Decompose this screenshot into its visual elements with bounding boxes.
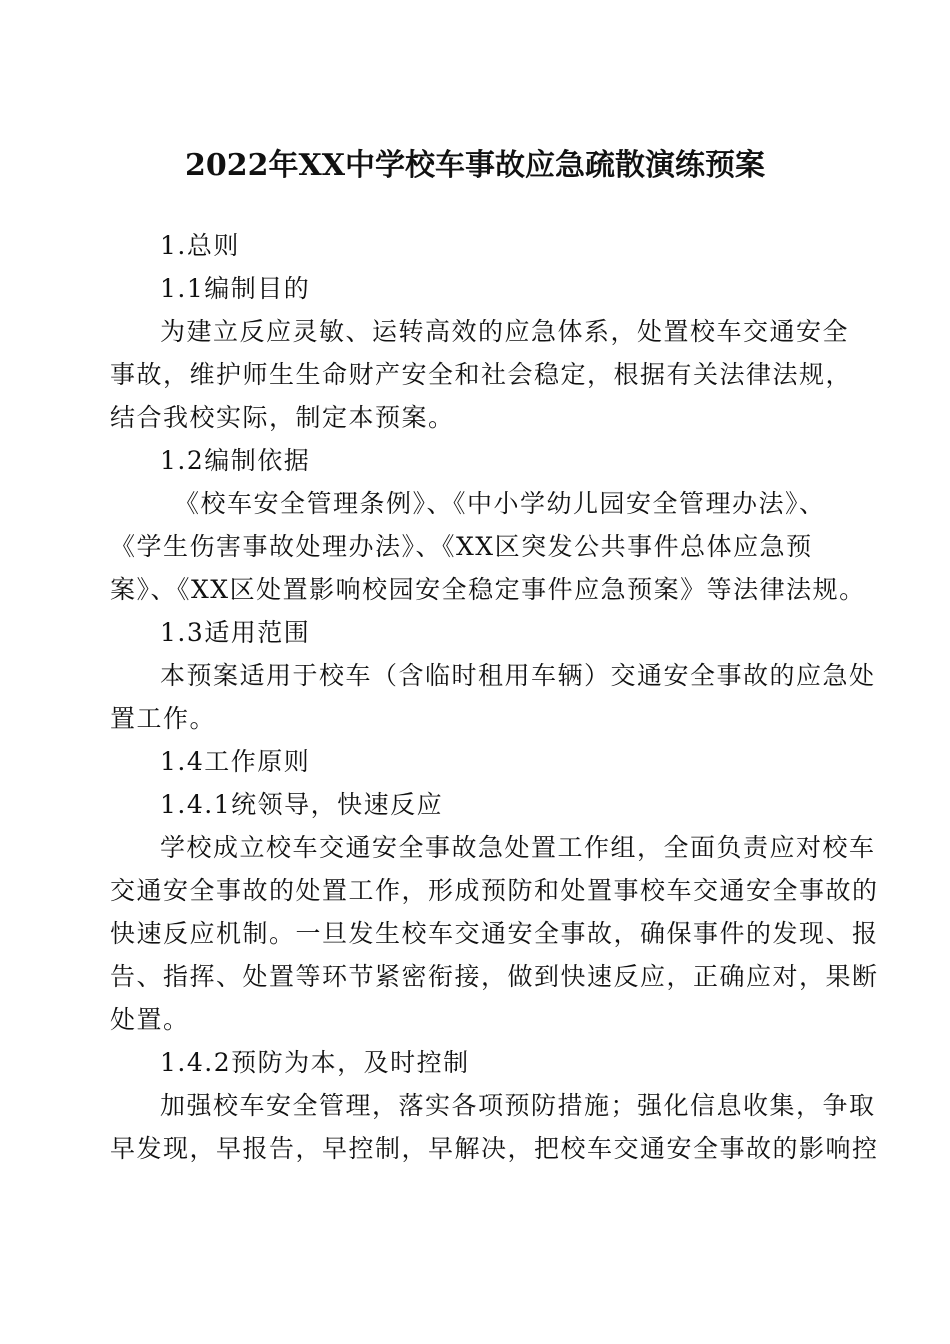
paragraph-line: 《校车安全管理条例》、《中小学幼儿园安全管理办法》、 [174, 489, 826, 518]
section-heading-1-4-2: 1.4.2预防为本，及时控制 [160, 1048, 470, 1077]
section-heading-1-2: 1.2编制依据 [160, 446, 311, 475]
paragraph-line: 告、指挥、处置等环节紧密衔接，做到快速反应，正确应对，果断 [110, 962, 879, 991]
paragraph-line: 早发现，早报告，早控制，早解决，把校车交通安全事故的影响控 [110, 1134, 879, 1163]
paragraph-line: 交通安全事故的处置工作，形成预防和处置事校车交通安全事故的 [110, 876, 879, 905]
section-heading-1-4-1: 1.4.1统领导，快速反应 [160, 790, 444, 819]
paragraph-line: 处置。 [110, 1005, 190, 1034]
paragraph-line: 案》、《XX区处置影响校园安全稳定事件应急预案》等法律法规。 [110, 575, 866, 604]
paragraph-line: 事故，维护师生生命财产安全和社会稳定，根据有关法律法规， [110, 360, 853, 389]
paragraph-line: 《学生伤害事故处理办法》、《XX区突发公共事件总体应急预 [110, 532, 813, 561]
section-heading-1: 1.总则 [160, 231, 240, 260]
paragraph-line: 结合我校实际，制定本预案。 [110, 403, 455, 432]
paragraph-line: 置工作。 [110, 704, 217, 733]
document-title: 2022年XX中学校车事故应急疏散演练预案 [184, 148, 766, 183]
section-heading-1-4: 1.4工作原则 [160, 747, 311, 776]
paragraph-line: 加强校车安全管理，落实各项预防措施；强化信息收集，争取 [160, 1091, 876, 1120]
document-body [110, 224, 879, 1170]
section-heading-1-1: 1.1编制目的 [160, 274, 311, 303]
paragraph-line: 快速反应机制。一旦发生校车交通安全事故，确保事件的发现、报 [110, 919, 879, 948]
paragraph-line: 学校成立校车交通安全事故急处置工作组，全面负责应对校车 [160, 833, 876, 862]
paragraph-line: 本预案适用于校车（含临时租用车辆）交通安全事故的应急处 [160, 661, 876, 690]
section-heading-1-3: 1.3适用范围 [160, 618, 311, 647]
paragraph-line: 为建立反应灵敏、运转高效的应急体系，处置校车交通安全 [160, 317, 850, 346]
